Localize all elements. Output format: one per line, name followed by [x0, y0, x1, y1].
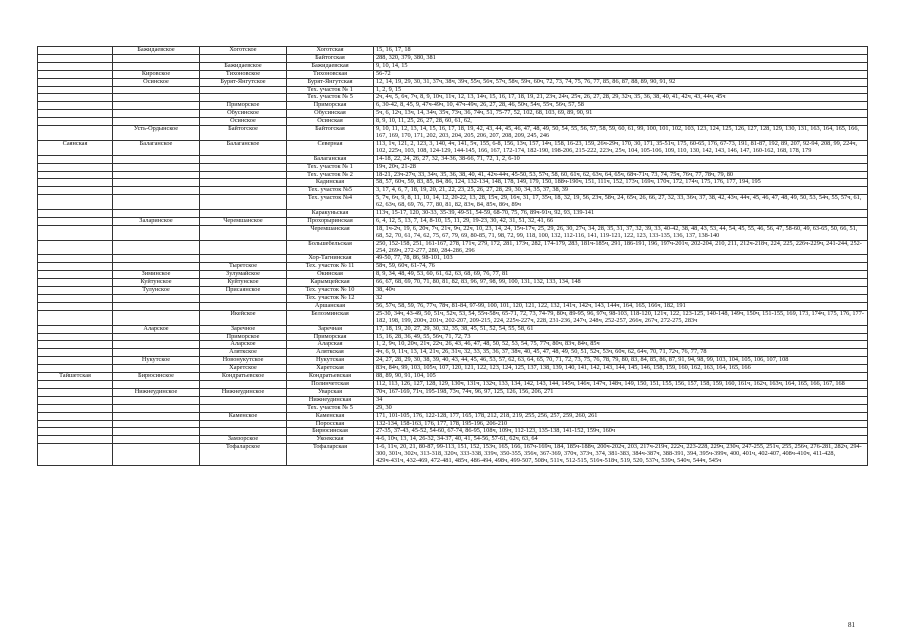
region-cell [38, 380, 113, 388]
quarters-cell: 132-134, 158-163, 176, 177, 178, 195-196, 206-210 [374, 420, 868, 428]
region-cell [38, 171, 113, 179]
forestry-cell: Хоготское [200, 47, 287, 55]
district-cell [113, 396, 200, 404]
region-cell [38, 195, 113, 210]
district-cell [113, 255, 200, 263]
forestry-cell [200, 240, 287, 255]
region-cell [38, 302, 113, 310]
subforestry-cell: Аляткская [287, 349, 374, 357]
quarters-cell: 18, 1ч-2ч, 19, 6, 20ч, 7ч, 21ч, 9ч, 22ч, 10, 23, 14, 24, 15ч-17ч, 25, 29, 26, 30, 27ч, 34, 28, 35, 31, 37, 32, 39, 33, 40-42, 38, 48, 43, 53, 44, 54, 45, 55, 46, 56, 47, 58-60, 49, 63-65, 50, 66, 51, 68, 52, 70, 61, 74, 62, 75, 67, 79, 69, 80-85, 71, 98, 72, 99, 118, 100, 132, 112-116, 141, 119-121, 122, 123, 133-135, 136, 137, 138-140 [374, 225, 868, 240]
document-sheet [37, 46, 867, 466]
forestry-cell: Байтогское [200, 126, 287, 141]
forestry-cell: Аларское [200, 341, 287, 349]
forestry-cell [200, 179, 287, 187]
region-cell [38, 217, 113, 225]
quarters-cell: 56, 57ч, 58, 59, 76, 77ч, 78ч, 81-84, 97-99, 100, 101, 120, 121, 122, 132, 141ч, 142ч, 143, 144ч, 164, 165, 166ч, 182, 191 [374, 302, 868, 310]
region-cell [38, 279, 113, 287]
subforestry-cell: Каменская [287, 412, 374, 420]
quarters-cell: 88, 89, 90, 91, 104, 105 [374, 373, 868, 381]
quarters-cell: 113ч, 15-17, 120, 30-33, 35-39, 49-51, 54-59, 68-70, 75, 76, 89ч-91ч, 92, 93, 139-141 [374, 210, 868, 218]
region-cell: Саянская [38, 140, 113, 155]
forestry-cell [200, 295, 287, 303]
subforestry-cell: Бурят-Янгутская [287, 78, 374, 86]
forestry-cell [200, 86, 287, 94]
forestry-cell: Балаганское [200, 140, 287, 155]
region-cell [38, 47, 113, 55]
quarters-cell: 38, 40ч [374, 287, 868, 295]
subforestry-cell: Тех. участок № 12 [287, 295, 374, 303]
quarters-cell: 12, 14, 19, 29, 30, 31, 37ч, 38ч, 39ч, 55ч, 56ч, 57ч, 58ч, 59ч, 60ч, 72, 73, 74, 75, 76, 77, 85, 86, 87, 88, 89, 90, 91, 92 [374, 78, 868, 86]
quarters-cell: 32 [374, 295, 868, 303]
table-row [38, 195, 868, 210]
quarters-cell: 8, 9, 10, 11, 25, 26, 27, 28, 60, 61, 62, [374, 118, 868, 126]
table-row [38, 225, 868, 240]
district-cell [113, 333, 200, 341]
district-cell: Зиминское [113, 271, 200, 279]
table-row [38, 126, 868, 141]
table-row [38, 54, 868, 62]
region-cell [38, 388, 113, 396]
subforestry-cell: Каракуньская [287, 210, 374, 218]
plots-table [37, 46, 868, 466]
district-cell: Балаганское [113, 140, 200, 155]
quarters-cell: 113, 1ч, 121, 2, 123, 3, 140, 4ч, 141, 5ч, 155, 6-8, 156, 13ч, 157, 14ч, 158, 16-23, 159, 26ч-29ч, 170, 30, 171, 35-51ч, 175, 60-65, 176, 67-73, 191, 81-87, 192, 89, 207, 92-94, 208, 99, 224ч, 102, 225ч, 103, 108, 124-129, 144-145, 166, 167, 172-174, 182-190, 198-206, 215-222, 223ч, 25ч, 104, 105-106, 109, 110, 130, 142, 143, 146, 147, 160-162, 168, 178, 179 [374, 140, 868, 155]
subforestry-cell: Тех. участок № 1 [287, 163, 374, 171]
district-cell [113, 179, 200, 187]
quarters-cell: 56-72 [374, 70, 868, 78]
quarters-cell: 4ч, 6, 9, 11ч, 13, 14, 21ч, 26, 31ч, 32, 33, 35, 36, 37, 38ч, 40, 45, 47, 48, 49, 50, 51, 52ч, 53ч, 60ч, 62, 64ч, 70, 71, 72ч, 76, 77, 78 [374, 349, 868, 357]
subforestry-cell: Байтогская [287, 126, 374, 141]
forestry-cell [200, 195, 287, 210]
quarters-cell: 250, 152-158, 251, 161-167, 278, 171ч, 279, 172, 281, 173ч, 282, 174-179, 283, 181ч-185ч, 291, 186-191, 196, 197ч-201ч, 202-204, 210, 211, 212ч-218ч, 224, 225, 226ч-229ч, 241-244, 252-254, 269ч, 272-277, 280, 284-286, 296 [374, 240, 868, 255]
district-cell: Кировское [113, 70, 200, 78]
quarters-cell: 6, 30-42, 8, 45, 9, 47ч-49ч, 10, 47ч-49ч, 26, 27, 28, 46, 50ч, 54ч, 55ч, 56ч, 57, 58 [374, 102, 868, 110]
forestry-cell: Тихоновское [200, 70, 287, 78]
subforestry-cell: Северная [287, 140, 374, 155]
forestry-cell: Зулумайское [200, 271, 287, 279]
subforestry-cell: Тех. участок №4 [287, 195, 374, 210]
subforestry-cell: Тихоновская [287, 70, 374, 78]
forestry-cell: Куйтунское [200, 279, 287, 287]
district-cell [113, 86, 200, 94]
subforestry-cell: Хор-Тагнинская [287, 255, 374, 263]
region-cell [38, 412, 113, 420]
district-cell [113, 102, 200, 110]
quarters-cell: 15, 16, 28, 36, 49, 55, 56ч, 71, 72, 73 [374, 333, 868, 341]
region-cell [38, 333, 113, 341]
forestry-cell: Каменское [200, 412, 287, 420]
forestry-cell: Замзорское [200, 436, 287, 444]
region-cell [38, 187, 113, 195]
forestry-cell: Обусинское [200, 110, 287, 118]
table-row [38, 444, 868, 466]
region-cell [38, 420, 113, 428]
quarters-cell: 83ч, 84ч, 99, 103, 105ч, 107, 120, 121, 122, 123, 124, 125, 137, 138, 139, 140, 141, 142, 143, 144, 145, 146, 158, 159, 160, 162, 163, 164, 165, 166 [374, 365, 868, 373]
subforestry-cell: Приморская [287, 333, 374, 341]
quarters-cell: 17, 18, 19, 20, 27, 29, 30, 32, 35, 38, 45, 51, 52, 54, 55, 58, 61 [374, 325, 868, 333]
table-row [38, 70, 868, 78]
table-row [38, 78, 868, 86]
subforestry-cell: Балаганская [287, 155, 374, 163]
forestry-cell: Новонукутское [200, 357, 287, 365]
region-cell [38, 210, 113, 218]
district-cell [113, 187, 200, 195]
region-cell [38, 54, 113, 62]
quarters-cell: 70ч, 167-169, 71ч, 195-198, 73ч, 74ч, 96, 97, 125, 126, 156, 206, 271 [374, 388, 868, 396]
subforestry-cell: Аларская [287, 341, 374, 349]
subforestry-cell: Харетская [287, 365, 374, 373]
table-row [38, 412, 868, 420]
subforestry-cell: Байтогская [287, 54, 374, 62]
district-cell [113, 155, 200, 163]
subforestry-cell: Кадинская [287, 179, 374, 187]
region-cell [38, 310, 113, 325]
district-cell [113, 412, 200, 420]
district-cell: Аларское [113, 325, 200, 333]
district-cell [113, 225, 200, 240]
table-row [38, 388, 868, 396]
quarters-cell: 58ч, 59, 60ч, 61-74, 76 [374, 263, 868, 271]
subforestry-cell: Прохорыринская [287, 217, 374, 225]
forestry-cell: Осинское [200, 118, 287, 126]
district-cell [113, 404, 200, 412]
forestry-cell [200, 404, 287, 412]
subforestry-cell: Осинская [287, 118, 374, 126]
region-cell [38, 86, 113, 94]
region-cell [38, 94, 113, 102]
region-cell [38, 325, 113, 333]
region-cell [38, 155, 113, 163]
subforestry-cell: Тех. участок № 1 [287, 86, 374, 94]
subforestry-cell: Полинчетская [287, 380, 374, 388]
subforestry-cell: Карымцейская [287, 279, 374, 287]
district-cell [113, 436, 200, 444]
region-cell [38, 255, 113, 263]
quarters-cell: 58, 57, 60ч, 59, 83, 85, 84, 86, 124, 132-134, 148, 178, 149, 179, 150, 188ч-190ч, 151, 111ч, 152, 173ч, 169ч, 170ч, 172, 174ч, 175, 176, 177, 194, 195 [374, 179, 868, 187]
subforestry-cell: Уварская [287, 388, 374, 396]
forestry-cell: Заречное [200, 325, 287, 333]
subforestry-cell: Аршанская [287, 302, 374, 310]
quarters-cell: 5, 7ч, 6ч, 9, 8, 11, 10, 14, 12, 20-22, 13, 28, 15ч, 29, 16ч, 31, 17, 35ч, 18, 32, 19, 56, 23ч, 58ч, 24, 65ч, 26, 66, 27, 32, 33, 36ч, 37, 38, 42, 43ч, 44ч, 45, 46, 47, 48, 49, 50, 53, 54ч, 55, 57ч, 61, 62, 63ч, 68, 69, 76, 77, 80, 81, 82, 83ч, 84, 85ч, 86ч, 89ч [374, 195, 868, 210]
quarters-cell: 1, 2, 9ч, 10, 20ч, 21ч, 22ч, 26, 43, 46, 47, 48, 50, 52, 53, 54, 75, 77ч, 80ч, 83ч, 84ч, 85ч [374, 341, 868, 349]
district-cell [113, 240, 200, 255]
district-cell: Осинское [113, 78, 200, 86]
district-cell [113, 171, 200, 179]
district-cell: Бирюсинское [113, 373, 200, 381]
subforestry-cell: Большебельская [287, 240, 374, 255]
subforestry-cell: Окинская [287, 271, 374, 279]
subforestry-cell: Нукутская [287, 357, 374, 365]
region-cell [38, 436, 113, 444]
subforestry-cell: Тех. участок № 2 [287, 171, 374, 179]
district-cell [113, 428, 200, 436]
quarters-cell: 3, 17, 4, 6, 7, 18, 19, 20, 21, 22, 23, 25, 26, 27, 28, 29, 30, 34, 35, 37, 38, 39 [374, 187, 868, 195]
forestry-cell: Харетское [200, 365, 287, 373]
subforestry-cell: Черемшанская [287, 225, 374, 240]
subforestry-cell: Тех. участок № 5 [287, 404, 374, 412]
quarters-cell: 112, 113, 126, 127, 128, 129, 130ч, 131ч, 132ч, 133, 134, 142, 143, 144, 145ч, 146ч, 147ч, 148ч, 149, 150, 151, 155, 156, 157, 158, 159, 160, 161ч, 162ч, 163ч, 164, 165, 166, 167, 168 [374, 380, 868, 388]
forestry-cell: Тофаларское [200, 444, 287, 466]
table-row [38, 140, 868, 155]
forestry-cell: Бажидаевское [200, 62, 287, 70]
quarters-cell: 27-35, 37-43, 45-52, 54-60, 67-74, 86-95, 108ч, 109ч, 112-123, 135-138, 141-152, 159ч, 160ч [374, 428, 868, 436]
subforestry-cell: Бажидаевская [287, 62, 374, 70]
forestry-cell: Присаянское [200, 287, 287, 295]
subforestry-cell: Обусинская [287, 110, 374, 118]
district-cell [113, 110, 200, 118]
subforestry-cell: Поросская [287, 420, 374, 428]
forestry-cell: Икейское [200, 310, 287, 325]
region-cell [38, 110, 113, 118]
subforestry-cell: Тех. участок №5 [287, 187, 374, 195]
region-cell [38, 102, 113, 110]
forestry-cell: Приморское [200, 102, 287, 110]
quarters-cell: 8, 9, 34, 48, 49, 53, 60, 61, 62, 63, 68, 69, 76, 77, 81 [374, 271, 868, 279]
region-cell [38, 396, 113, 404]
subforestry-cell: Тех. участок № 11 [287, 263, 374, 271]
subforestry-cell: Тофаларская [287, 444, 374, 466]
district-cell: Тулунское [113, 287, 200, 295]
quarters-cell: 1, 2, 9, 15 [374, 86, 868, 94]
table-row [38, 396, 868, 404]
quarters-cell: 4-6, 10ч, 13, 14, 26-32, 34-37, 40, 41, 54-56, 57-61, 62ч, 63, 64 [374, 436, 868, 444]
quarters-cell: 49-50, 77, 78, 86, 98-101, 103 [374, 255, 868, 263]
quarters-cell: 25-30, 34ч, 43-49, 50, 51ч, 52ч, 53, 54, 55ч-58ч, 65-71, 72, 73, 74-79, 80ч, 89-95, 96, 97ч, 98-103, 118-120, 121ч, 122, 123-125, 140-148, 149ч, 150ч, 151-155, 169, 173, 174ч, 175, 176, 177-182, 198, 199, 200ч, 201ч, 202-207, 209-215, 224, 225ч-227ч, 228, 231-236, 247ч, 248ч, 252-257, 266ч, 267ч, 272-275, 283ч [374, 310, 868, 325]
quarters-cell: 171, 101-105, 176, 122-128, 177, 165, 178, 212, 218, 219, 255, 256, 257, 259, 260, 261 [374, 412, 868, 420]
quarters-cell: 2ч, 4ч, 5, 6ч, 7ч, 8, 9, 10ч, 11ч, 12, 13, 14ч, 15, 16, 17, 18, 19, 21, 23ч, 24ч, 25ч, 26, 27, 28, 29, 32ч, 35, 36, 38, 40, 41, 42ч, 43, 44ч, 45ч [374, 94, 868, 102]
forestry-cell: Черемшанское [200, 217, 287, 225]
quarters-cell: 9, 10, 11, 12, 13, 14, 15, 16, 17, 18, 19, 42, 43, 44, 45, 46, 47, 48, 49, 50, 54, 55, 56, 57, 58, 59, 60, 61, 99, 100, 101, 102, 103, 123, 124, 125, 126, 127, 128, 129, 130, 131, 163, 164, 165, 166, 167, 169, 170, 171, 202, 203, 204, 205, 206, 207, 208, 209, 245, 246 [374, 126, 868, 141]
table-row [38, 310, 868, 325]
subforestry-cell: Нижнеудинская [287, 396, 374, 404]
quarters-cell: 15, 16, 17, 18 [374, 47, 868, 55]
region-cell: Тайшетская [38, 373, 113, 381]
region-cell [38, 349, 113, 357]
quarters-cell: 24, 27, 28, 29, 30, 38, 39, 40, 43, 44, 45, 46, 53, 57, 62, 63, 64, 65, 70, 71, 72, 73, 75, 76, 78, 79, 80, 83, 84, 85, 86, 87, 91, 94, 98, 99, 103, 104, 105, 106, 107, 108 [374, 357, 868, 365]
region-cell [38, 357, 113, 365]
region-cell [38, 263, 113, 271]
region-cell [38, 271, 113, 279]
district-cell [113, 195, 200, 210]
region-cell [38, 295, 113, 303]
quarters-cell: 66, 67, 68, 69, 70, 71, 80, 81, 82, 83, 96, 97, 98, 99, 100, 131, 132, 133, 134, 148 [374, 279, 868, 287]
district-cell [113, 295, 200, 303]
table-row [38, 287, 868, 295]
subforestry-cell: Бирюсинская [287, 428, 374, 436]
quarters-cell: 34 [374, 396, 868, 404]
table-row [38, 163, 868, 171]
district-cell: Нижнеудинское [113, 388, 200, 396]
region-cell [38, 179, 113, 187]
subforestry-cell: Укоекская [287, 436, 374, 444]
forestry-cell: Бурят-Янгутское [200, 78, 287, 86]
subforestry-cell: Кондратьевская [287, 373, 374, 381]
district-cell [113, 341, 200, 349]
district-cell: Куйтунское [113, 279, 200, 287]
district-cell: Бажидаевское [113, 47, 200, 55]
region-cell [38, 428, 113, 436]
district-cell [113, 54, 200, 62]
district-cell [113, 163, 200, 171]
table-row [38, 155, 868, 163]
forestry-cell: Аляткское [200, 349, 287, 357]
region-cell [38, 341, 113, 349]
quarters-cell: 19ч, 20ч, 21-28 [374, 163, 868, 171]
forestry-cell [200, 187, 287, 195]
forestry-cell [200, 225, 287, 240]
district-cell [113, 310, 200, 325]
subforestry-cell: Тех. участок № 10 [287, 287, 374, 295]
quarters-cell: 288, 320, 379, 380, 381 [374, 54, 868, 62]
district-cell: Усть-Ордынское [113, 126, 200, 141]
district-cell [113, 302, 200, 310]
subforestry-cell: Тех. участок № 5 [287, 94, 374, 102]
district-cell [113, 94, 200, 102]
table-row [38, 240, 868, 255]
region-cell [38, 118, 113, 126]
forestry-cell [200, 396, 287, 404]
subforestry-cell: Хоготская [287, 47, 374, 55]
forestry-cell: Нижнеудинское [200, 388, 287, 396]
region-cell [38, 62, 113, 70]
quarters-cell: 18-21, 23ч-27ч, 33, 34ч, 35, 36, 38, 40, 41, 42ч-44ч, 45-50, 53, 57ч, 58, 60, 61ч, 62, 63ч, 64, 65ч, 68ч-71ч, 73, 74, 75ч, 76ч, 77, 78ч, 79, 80 [374, 171, 868, 179]
region-cell [38, 444, 113, 466]
forestry-cell [200, 155, 287, 163]
subforestry-cell: Заречная [287, 325, 374, 333]
forestry-cell: Кондратьевское [200, 373, 287, 381]
quarters-cell: 1-6, 11ч, 20, 21, 80-87, 99-113, 151, 152, 153ч, 165, 166, 167ч-169ч, 184, 185ч-188ч, 200ч-202ч, 203, 217ч-219ч, 222ч, 223-228, 229ч, 230ч, 247-255, 251ч, 255, 256ч, 276-281, 282ч, 294-300, 301ч, 302ч, 313-318, 320ч, 333-338, 339ч, 350-355, 356ч, 367-369, 370ч, 373ч, 374, 381-383, 384ч-387ч, 388-391, 394, 395ч-399ч, 400, 401ч, 402-407, 408ч-410ч, 411-428, 429ч-431ч, 432-469, 472-481, 485ч, 486-494, 498ч, 499-507, 508ч, 511ч, 512-515, 516ч-518ч, 519, 520, 537ч, 539ч, 540ч, 544ч, 545ч [374, 444, 868, 466]
forestry-cell: Тыретское [200, 263, 287, 271]
quarters-cell: 5ч, 6, 12ч, 13ч, 14, 34ч, 35ч, 73ч, 36, 74ч, 51, 75-77, 52, 102, 68, 103, 69, 89, 90, 91 [374, 110, 868, 118]
table-row [38, 404, 868, 412]
region-cell [38, 404, 113, 412]
region-cell [38, 78, 113, 86]
region-cell [38, 225, 113, 240]
district-cell [113, 420, 200, 428]
region-cell [38, 70, 113, 78]
district-cell [113, 444, 200, 466]
region-cell [38, 163, 113, 171]
page-number: 81 [848, 621, 855, 629]
region-cell [38, 287, 113, 295]
table-row [38, 47, 868, 55]
table-row [38, 325, 868, 333]
region-cell [38, 126, 113, 141]
subforestry-cell: Белоэминская [287, 310, 374, 325]
quarters-cell: 29, 30 [374, 404, 868, 412]
quarters-cell: 14-18, 22, 24, 26, 27, 32, 34-36, 38-66, 71, 72, 1, 2, 6-10 [374, 155, 868, 163]
forestry-cell [200, 163, 287, 171]
table-row [38, 255, 868, 263]
subforestry-cell: Приморская [287, 102, 374, 110]
district-cell: Заларинское [113, 217, 200, 225]
quarters-cell: 6, 4, 12, 5, 13, 7, 14, 8-10, 15, 11, 29, 19-23, 30, 42, 31, 51, 32, 41, 66 [374, 217, 868, 225]
forestry-cell [200, 420, 287, 428]
forestry-cell [200, 171, 287, 179]
forestry-cell: Приморское [200, 333, 287, 341]
quarters-cell: 9, 10, 14, 15 [374, 62, 868, 70]
region-cell [38, 240, 113, 255]
district-cell: Нукутское [113, 357, 200, 365]
table-body [38, 47, 868, 466]
